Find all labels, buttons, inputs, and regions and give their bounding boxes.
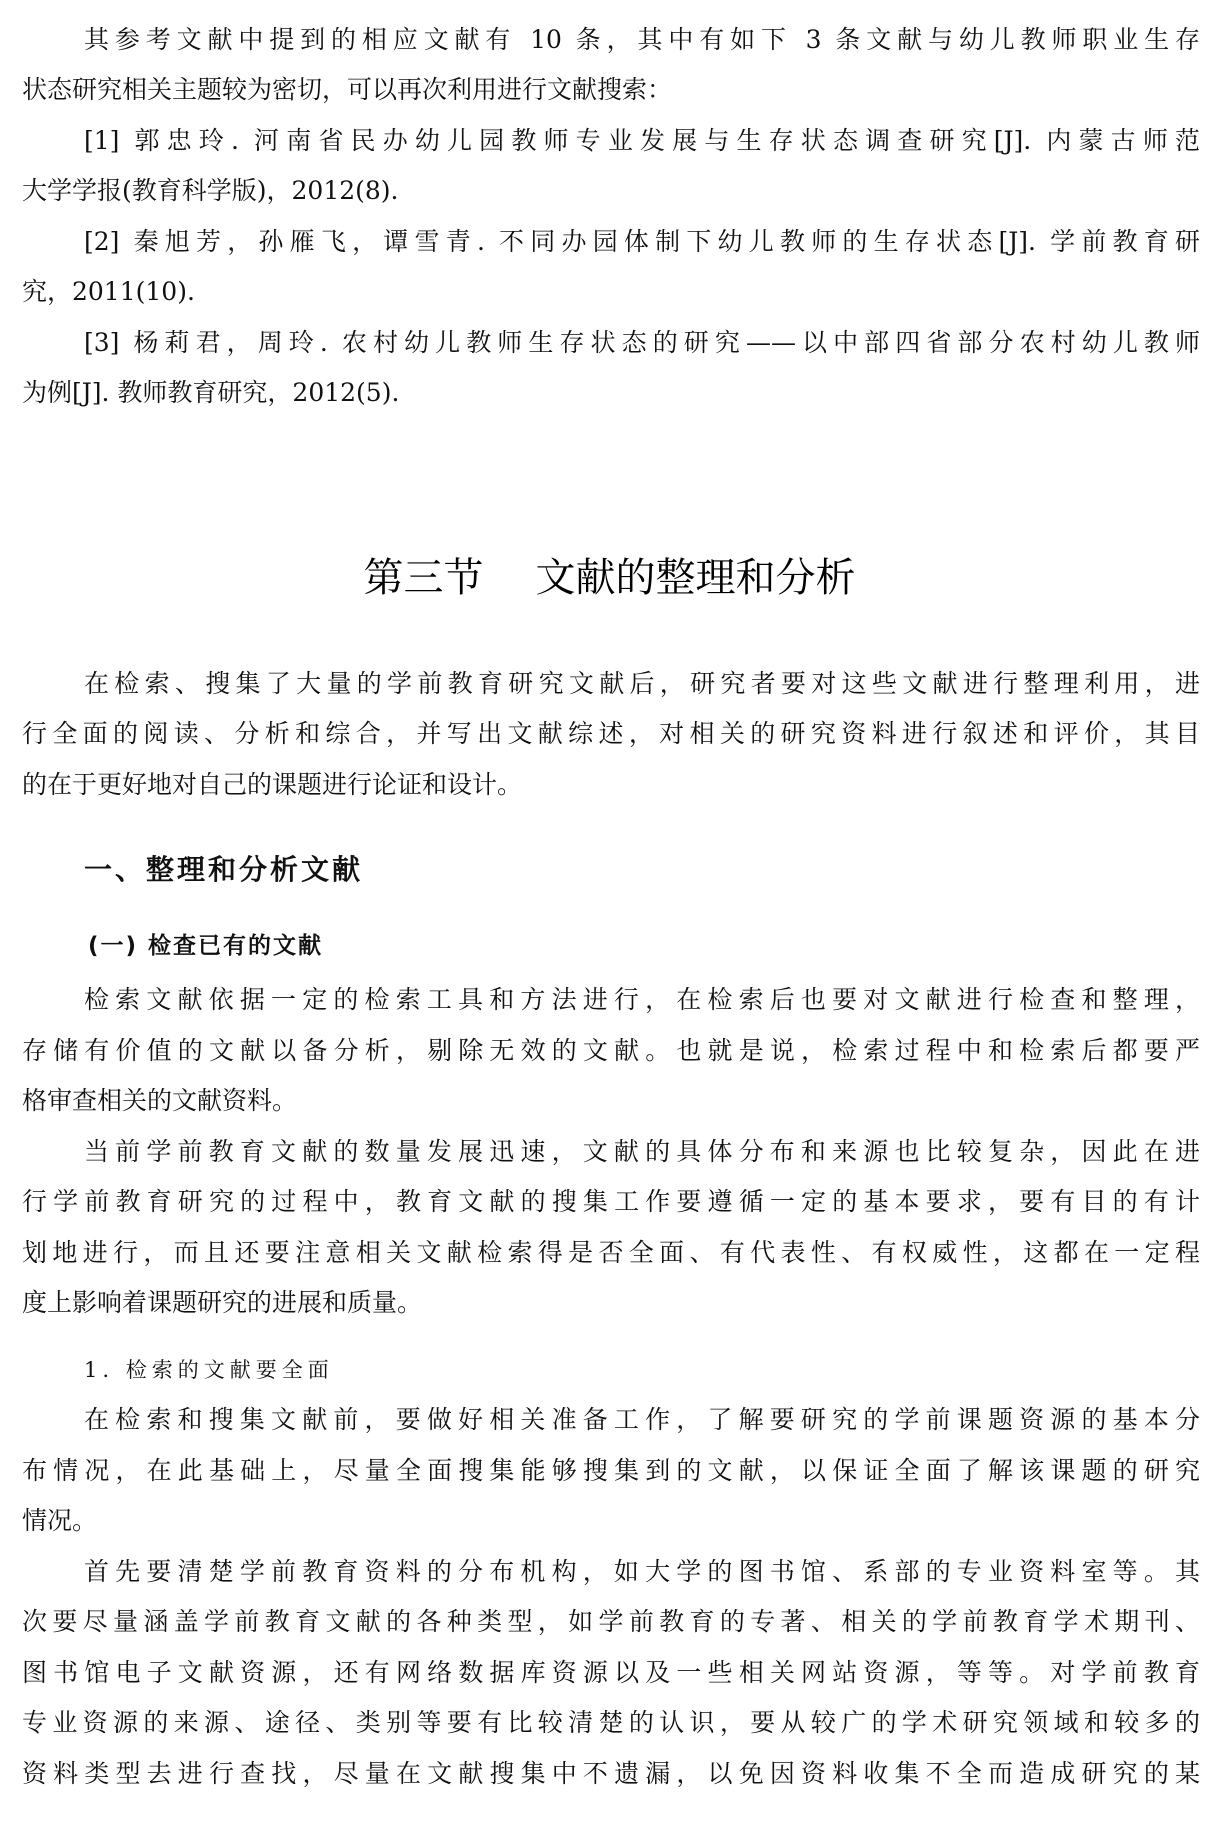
text-line: 究，2011(10). — [22, 277, 195, 306]
text-line: [1] 郭忠玲. 河南省民办幼儿园教师专业发展与生存状态调查研究[J]. 内蒙古师范 — [84, 126, 1200, 155]
text-line: [3] 杨莉君，周玲. 农村幼儿教师生存状态的研究——以中部四省部分农村幼儿教师 — [84, 328, 1200, 357]
text-line: 在检索和搜集文献前，要做好相关准备工作，了解要研究的学前课题资源的基本分 — [84, 1405, 1200, 1434]
text-line: 大学学报(教育科学版)，2012(8). — [22, 176, 399, 205]
text-line: 在检索、搜集了大量的学前教育研究文献后，研究者要对这些文献进行整理利用，进 — [84, 669, 1200, 698]
section-title-text: 文献的整理和分析 — [535, 555, 856, 601]
text-line: 专业资源的来源、途径、类别等要有比较清楚的认识，要从较广的学术研究领域和较多的 — [22, 1708, 1200, 1737]
text-line: 布情况，在此基础上，尽量全面搜集能够搜集到的文献，以保证全面了解该课题的研究 — [22, 1456, 1200, 1485]
text-line: 行学前教育研究的过程中，教育文献的搜集工作要遵循一定的基本要求，要有目的有计 — [22, 1187, 1200, 1216]
text-line: [2] 秦旭芳，孙雁飞，谭雪青. 不同办园体制下幼儿教师的生存状态[J]. 学前教育研 — [84, 227, 1200, 256]
text-line: 的在于更好地对自己的课题进行论证和设计。 — [22, 770, 523, 799]
text-line: 情况。 — [22, 1506, 98, 1535]
section-number: 第三节 — [363, 555, 484, 601]
section-title — [0, 550, 1219, 606]
text-line: 为例[J]. 教师教育研究，2012(5). — [22, 378, 400, 407]
text-line: 资料类型去进行查找，尽量在文献搜集中不遗漏，以免因资料收集不全而造成研究的某 — [22, 1759, 1200, 1788]
text-line: 度上影响着课题研究的进展和质量。 — [22, 1288, 423, 1317]
text-line: 格审查相关的文献资料。 — [22, 1086, 298, 1115]
text-line: 图书馆电子文献资源，还有网络数据库资源以及一些相关网站资源，等等。对学前教育 — [22, 1658, 1200, 1687]
text-line: 次要尽量涵盖学前教育文献的各种类型，如学前教育的专著、相关的学前教育学术期刊、 — [22, 1607, 1200, 1636]
text-line: 检索文献依据一定的检索工具和方法进行，在检索后也要对文献进行检查和整理， — [84, 985, 1200, 1014]
text-line: 首先要清楚学前教育资料的分布机构，如大学的图书馆、系部的专业资料室等。其 — [84, 1557, 1200, 1586]
text-line: 状态研究相关主题较为密切，可以再次利用进行文献搜索： — [22, 75, 673, 104]
text-line: 当前学前教育文献的数量发展迅速，文献的具体分布和来源也比较复杂，因此在进 — [84, 1137, 1200, 1166]
heading-level-2: (一) 检查已有的文献 — [88, 933, 324, 959]
heading-level-3: 1. 检索的文献要全面 — [84, 1358, 334, 1382]
text-line: 存储有价值的文献以备分析，剔除无效的文献。也就是说，检索过程中和检索后都要严 — [22, 1036, 1200, 1065]
text-line: 划地进行，而且还要注意相关文献检索得是否全面、有代表性、有权威性，这都在一定程 — [22, 1238, 1200, 1267]
heading-level-1: 一、整理和分析文献 — [84, 853, 364, 886]
text-line: 行全面的阅读、分析和综合，并写出文献综述，对相关的研究资料进行叙述和评价，其目 — [22, 719, 1200, 748]
text-line: 其参考文献中提到的相应文献有 10 条，其中有如下 3 条文献与幼儿教师职业生存 — [84, 25, 1200, 54]
